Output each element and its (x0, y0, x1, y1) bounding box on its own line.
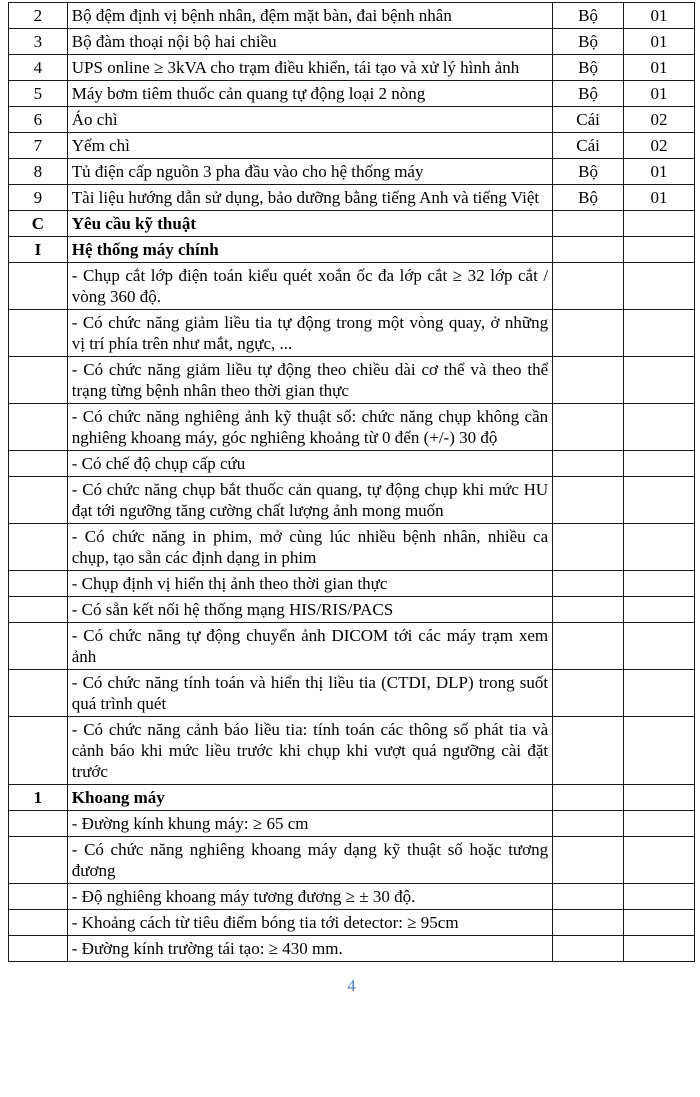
description-cell: - Có chức năng cảnh báo liều tia: tính toán các thông số phát tia và cảnh báo khi mức liều trước khi chụp khi vượt quá ngưỡng cài đặt trước (67, 717, 552, 785)
description-cell: Yêu cầu kỹ thuật (67, 211, 552, 237)
unit-cell (553, 524, 624, 571)
description-cell: - Có chức năng tính toán và hiển thị liều tia (CTDI, DLP) trong suốt quá trình quét (67, 670, 552, 717)
equipment-spec-table (8, 2, 695, 962)
table-row (9, 837, 695, 884)
table-row (9, 811, 695, 837)
description-cell: - Độ nghiêng khoang máy tương đương ≥ ± 30 độ. (67, 884, 552, 910)
table-row (9, 910, 695, 936)
quantity-cell (624, 936, 695, 962)
row-number-cell: 3 (9, 29, 68, 55)
unit-cell (553, 837, 624, 884)
quantity-cell (624, 263, 695, 310)
quantity-cell (624, 357, 695, 404)
table-row (9, 55, 695, 81)
row-number-cell (9, 597, 68, 623)
quantity-cell (624, 717, 695, 785)
table-row (9, 670, 695, 717)
unit-cell (553, 357, 624, 404)
unit-cell: Cái (553, 133, 624, 159)
row-number-cell: C (9, 211, 68, 237)
row-number-cell: 4 (9, 55, 68, 81)
quantity-cell (624, 211, 695, 237)
description-cell: - Có chức năng chụp bắt thuốc cản quang, tự động chụp khi mức HU đạt tới ngưỡng tăng cường chất lượng ảnh mong muốn (67, 477, 552, 524)
quantity-cell (624, 451, 695, 477)
unit-cell (553, 237, 624, 263)
row-number-cell (9, 263, 68, 310)
unit-cell: Bộ (553, 55, 624, 81)
unit-cell: Bộ (553, 185, 624, 211)
row-number-cell (9, 451, 68, 477)
table-row (9, 597, 695, 623)
row-number-cell (9, 670, 68, 717)
unit-cell (553, 936, 624, 962)
table-row (9, 81, 695, 107)
row-number-cell: 8 (9, 159, 68, 185)
description-cell: Hệ thống máy chính (67, 237, 552, 263)
unit-cell (553, 404, 624, 451)
row-number-cell: 7 (9, 133, 68, 159)
unit-cell (553, 811, 624, 837)
quantity-cell (624, 237, 695, 263)
row-number-cell: 5 (9, 81, 68, 107)
unit-cell (553, 211, 624, 237)
table-row (9, 133, 695, 159)
description-cell: - Chụp cắt lớp điện toán kiểu quét xoắn ốc đa lớp cắt ≥ 32 lớp cắt / vòng 360 độ. (67, 263, 552, 310)
row-number-cell (9, 404, 68, 451)
unit-cell (553, 571, 624, 597)
row-number-cell: I (9, 237, 68, 263)
quantity-cell: 01 (624, 185, 695, 211)
unit-cell: Cái (553, 107, 624, 133)
description-cell: - Có chức năng tự động chuyển ảnh DICOM tới các máy trạm xem ảnh (67, 623, 552, 670)
unit-cell (553, 717, 624, 785)
page-number: 4 (347, 976, 356, 995)
row-number-cell (9, 623, 68, 670)
description-cell: - Khoảng cách từ tiêu điểm bóng tia tới detector: ≥ 95cm (67, 910, 552, 936)
unit-cell (553, 623, 624, 670)
table-row (9, 623, 695, 670)
quantity-cell: 01 (624, 3, 695, 29)
row-number-cell (9, 524, 68, 571)
table-row (9, 884, 695, 910)
description-cell: UPS online ≥ 3kVA cho trạm điều khiển, tái tạo và xử lý hình ảnh (67, 55, 552, 81)
row-number-cell (9, 310, 68, 357)
description-cell: Yếm chì (67, 133, 552, 159)
table-row (9, 185, 695, 211)
row-number-cell (9, 837, 68, 884)
unit-cell (553, 310, 624, 357)
quantity-cell: 01 (624, 159, 695, 185)
table-row (9, 263, 695, 310)
table-row (9, 404, 695, 451)
quantity-cell: 02 (624, 133, 695, 159)
quantity-cell (624, 571, 695, 597)
table-row (9, 785, 695, 811)
document-page (0, 2, 700, 1097)
table-row (9, 717, 695, 785)
description-cell: Khoang máy (67, 785, 552, 811)
table-row (9, 571, 695, 597)
table-row (9, 310, 695, 357)
quantity-cell (624, 623, 695, 670)
quantity-cell (624, 477, 695, 524)
row-number-cell (9, 571, 68, 597)
table-row (9, 3, 695, 29)
description-cell: Bộ đệm định vị bệnh nhân, đệm mặt bàn, đai bệnh nhân (67, 3, 552, 29)
unit-cell: Bộ (553, 29, 624, 55)
unit-cell (553, 670, 624, 717)
unit-cell (553, 477, 624, 524)
description-cell: Bộ đàm thoại nội bộ hai chiều (67, 29, 552, 55)
table-row (9, 211, 695, 237)
table-row (9, 159, 695, 185)
description-cell: - Có chức năng nghiêng khoang máy dạng kỹ thuật số hoặc tương đương (67, 837, 552, 884)
description-cell: - Đường kính khung máy: ≥ 65 cm (67, 811, 552, 837)
description-cell: - Có chế độ chụp cấp cứu (67, 451, 552, 477)
quantity-cell: 01 (624, 29, 695, 55)
row-number-cell (9, 811, 68, 837)
quantity-cell (624, 884, 695, 910)
quantity-cell: 01 (624, 81, 695, 107)
unit-cell (553, 263, 624, 310)
quantity-cell (624, 597, 695, 623)
quantity-cell (624, 670, 695, 717)
unit-cell (553, 785, 624, 811)
description-cell: Tủ điện cấp nguồn 3 pha đầu vào cho hệ thống máy (67, 159, 552, 185)
row-number-cell (9, 884, 68, 910)
quantity-cell: 01 (624, 55, 695, 81)
description-cell: - Có chức năng in phim, mở cùng lúc nhiều bệnh nhân, nhiều ca chụp, tạo sẵn các định dạng in phim (67, 524, 552, 571)
description-cell: - Có sẵn kết nối hệ thống mạng HIS/RIS/PACS (67, 597, 552, 623)
description-cell: - Có chức năng giảm liều tia tự động trong một vòng quay, ở những vị trí phía trên như mắt, ngực, ... (67, 310, 552, 357)
quantity-cell (624, 837, 695, 884)
row-number-cell (9, 477, 68, 524)
unit-cell: Bộ (553, 81, 624, 107)
quantity-cell (624, 524, 695, 571)
description-cell: - Đường kính trường tái tạo: ≥ 430 mm. (67, 936, 552, 962)
table-row (9, 524, 695, 571)
table-row (9, 936, 695, 962)
row-number-cell (9, 717, 68, 785)
unit-cell: Bộ (553, 159, 624, 185)
unit-cell: Bộ (553, 3, 624, 29)
table-row (9, 477, 695, 524)
spec-table-body (9, 3, 695, 962)
description-cell: - Có chức năng nghiêng ảnh kỹ thuật số: chức năng chụp không cần nghiêng khoang máy, góc nghiêng khoảng từ 0 đến (+/-) 30 độ (67, 404, 552, 451)
row-number-cell: 6 (9, 107, 68, 133)
table-row (9, 29, 695, 55)
row-number-cell (9, 357, 68, 404)
description-cell: Máy bơm tiêm thuốc cản quang tự động loại 2 nòng (67, 81, 552, 107)
description-cell: - Chụp định vị hiển thị ảnh theo thời gian thực (67, 571, 552, 597)
description-cell: Tài liệu hướng dẫn sử dụng, bảo dưỡng bằng tiếng Anh và tiếng Việt (67, 185, 552, 211)
row-number-cell: 2 (9, 3, 68, 29)
table-row (9, 237, 695, 263)
unit-cell (553, 910, 624, 936)
table-row (9, 357, 695, 404)
table-row (9, 451, 695, 477)
quantity-cell: 02 (624, 107, 695, 133)
quantity-cell (624, 404, 695, 451)
table-row (9, 107, 695, 133)
quantity-cell (624, 310, 695, 357)
row-number-cell: 9 (9, 185, 68, 211)
description-cell: - Có chức năng giảm liều tự động theo chiều dài cơ thể và theo thể trạng từng bệnh nhân theo thời gian thực (67, 357, 552, 404)
quantity-cell (624, 811, 695, 837)
unit-cell (553, 597, 624, 623)
row-number-cell (9, 910, 68, 936)
unit-cell (553, 884, 624, 910)
quantity-cell (624, 910, 695, 936)
row-number-cell (9, 936, 68, 962)
unit-cell (553, 451, 624, 477)
row-number-cell: 1 (9, 785, 68, 811)
description-cell: Áo chì (67, 107, 552, 133)
quantity-cell (624, 785, 695, 811)
